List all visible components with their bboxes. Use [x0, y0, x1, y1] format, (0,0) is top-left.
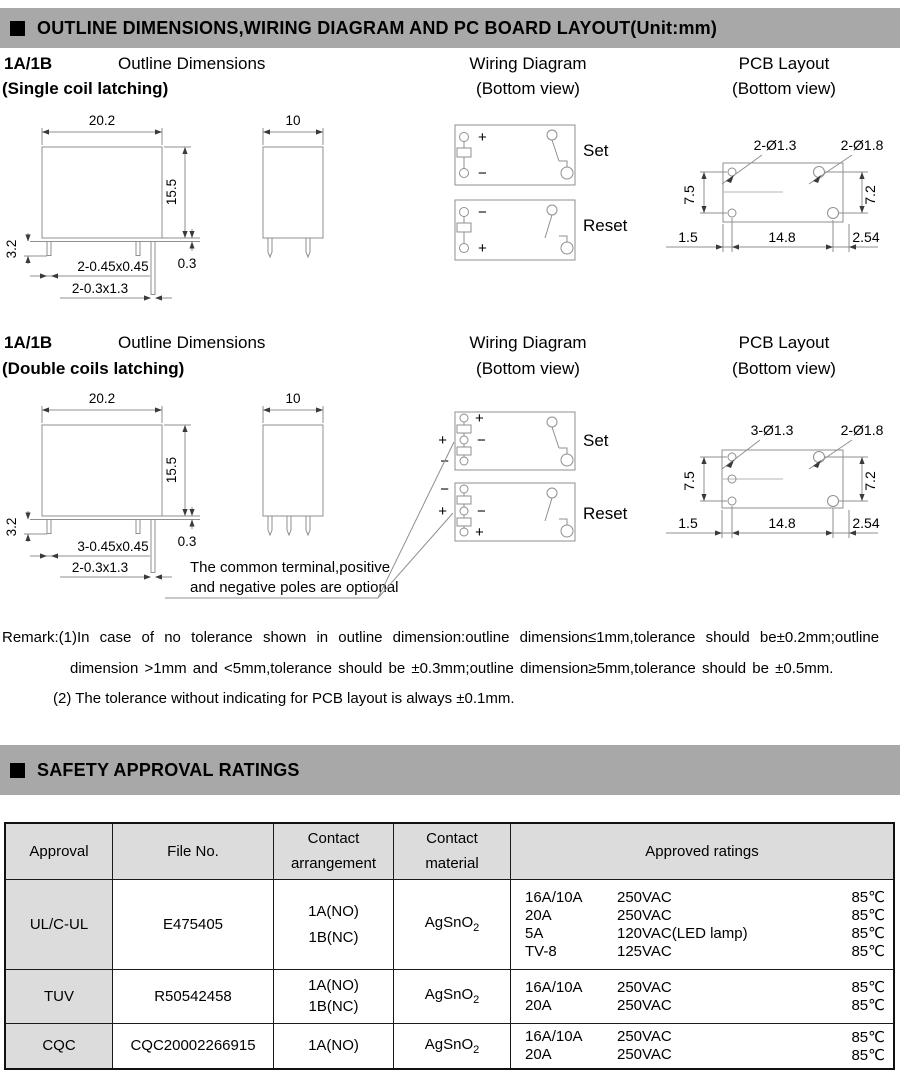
- cell-arrangement: 1A(NO) 1B(NC): [274, 969, 394, 1023]
- set2-label: Set: [583, 431, 609, 450]
- dim-standoff-2: 0.3: [177, 534, 197, 549]
- cell-file-no: E475405: [113, 879, 274, 969]
- note-line1: The common terminal,positive: [190, 559, 391, 576]
- reset2-minus-outside: −: [440, 481, 449, 498]
- cell-material: AgSnO$_2$: [394, 969, 511, 1023]
- block2-outline-title: Outline Dimensions: [118, 333, 266, 352]
- header-material: Contact material: [394, 823, 511, 879]
- wiring-reset-box-2: [438, 481, 627, 541]
- cell-ratings: [511, 1023, 895, 1069]
- remark-line3: (2) The tolerance without indicating for PCB layout is always ±0.1mm.: [53, 690, 515, 707]
- reset2-minus-inside: −: [477, 503, 486, 520]
- table-header-row: [5, 823, 894, 879]
- safety-section-bar: [0, 745, 900, 795]
- block1-outline-title: Outline Dimensions: [118, 54, 266, 73]
- dim-depth: 10: [285, 113, 301, 128]
- block1-wiring-title: Wiring Diagram: [469, 54, 587, 73]
- outline-section-title: OUTLINE DIMENSIONS,WIRING DIAGRAM AND PC BOARD LAYOUT(Unit:mm): [37, 17, 718, 38]
- pcb2-dim-vright: 7.2: [862, 471, 878, 491]
- safety-section-title: SAFETY APPROVAL RATINGS: [37, 759, 300, 780]
- pcb-dim-vleft: 7.5: [681, 185, 697, 205]
- block2-drawings: [0, 385, 900, 617]
- outline-front-view-2: [4, 391, 200, 580]
- pcb2-dim-vleft: 7.5: [681, 471, 697, 491]
- pcb2-dim-h1: 1.5: [678, 515, 698, 531]
- dim-slot1-2: 3-0.45x0.45: [77, 539, 149, 554]
- set2-plus-inside: +: [475, 410, 484, 427]
- cell-ratings: [511, 879, 895, 969]
- block1-pcb-title: PCB Layout: [738, 54, 830, 73]
- dim-slot2-2: 2-0.3x1.3: [71, 560, 129, 575]
- block2-wiring-title: Wiring Diagram: [469, 333, 587, 352]
- outline-front-view: [4, 113, 200, 301]
- cell-arrangement: 1A(NO): [274, 1023, 394, 1069]
- block1-drawings: [0, 110, 900, 315]
- set-plus-sign: +: [478, 129, 487, 146]
- remark-line2: dimension >1mm and <5mm,tolerance should be ±0.3mm;outline dimension≥5mm,tolerance should be ±0.5mm.: [70, 660, 834, 677]
- set2-minus-inside: −: [477, 432, 486, 449]
- rating-line: TV-8 125VAC 85℃: [525, 942, 885, 960]
- table-row-cqc: [5, 1023, 894, 1069]
- dim-slot2: 2-0.3x1.3: [71, 281, 129, 296]
- table-row-ulcul: [5, 879, 894, 969]
- cell-approval: TUV: [5, 969, 113, 1023]
- set2-plus-outside: +: [438, 432, 447, 449]
- block1-wiring-subtitle: (Bottom view): [476, 79, 580, 98]
- dim-width-2: 20.2: [88, 391, 116, 406]
- rating-line: 16A/10A 250VAC 85℃: [525, 978, 885, 996]
- block2-pcb-title: PCB Layout: [738, 333, 830, 352]
- table-row-tuv: [5, 969, 894, 1023]
- rating-line: 16A/10A 250VAC 85℃: [525, 1028, 885, 1046]
- reset-label: Reset: [583, 216, 628, 235]
- rating-line: 20A 250VAC 85℃: [525, 1046, 885, 1064]
- cell-ratings: [511, 969, 895, 1023]
- dim-pin-length: 3.2: [4, 239, 19, 259]
- dim-slot1: 2-0.45x0.45: [77, 259, 149, 274]
- outline-section-bar: [0, 8, 900, 48]
- section-bullet-square: [10, 21, 25, 36]
- block1-pcb-subtitle: (Bottom view): [732, 79, 836, 98]
- header-arrangement: Contact arrangement: [274, 823, 394, 879]
- outline-side-view: [263, 113, 323, 257]
- rating-line: 20A 250VAC 85℃: [525, 996, 885, 1014]
- pcb2-dim-h2: 14.8: [768, 515, 796, 531]
- reset2-plus-inside: +: [475, 524, 484, 541]
- dim-height: 15.5: [164, 178, 179, 206]
- pcb2-dim-h3: 2.54: [852, 515, 880, 531]
- dim-height-2: 15.5: [164, 456, 179, 484]
- block2-pcb-subtitle: (Bottom view): [732, 359, 836, 378]
- cell-arrangement: 1A(NO) 1B(NC): [274, 879, 394, 969]
- remark-line1: Remark:(1)In case of no tolerance shown in outline dimension:outline dimension≤1mm,tolerance should be±0.2mm;outline: [2, 629, 880, 646]
- cell-material: AgSnO$_2$: [394, 1023, 511, 1069]
- header-approval: Approval: [5, 823, 113, 879]
- pcb-layout-2: [666, 422, 884, 538]
- reset-minus-sign: −: [478, 204, 487, 221]
- wiring-reset-box: [455, 200, 628, 260]
- wiring-set-box-2: [438, 410, 609, 470]
- set-label: Set: [583, 141, 609, 160]
- pcb-dim-h3: 2.54: [852, 229, 880, 245]
- pcb-hole-large-label: 2-Ø1.8: [840, 137, 884, 153]
- dim-width: 20.2: [88, 113, 116, 128]
- block2-variant-label: (Double coils latching): [2, 359, 185, 378]
- cell-file-no: CQC20002266915: [113, 1023, 274, 1069]
- dim-depth-2: 10: [285, 391, 301, 406]
- block1-type-label: 1A/1B: [4, 54, 53, 73]
- pcb-dim-h1: 1.5: [678, 229, 698, 245]
- pcb-hole-small-label: 2-Ø1.3: [753, 137, 797, 153]
- rating-line: 16A/10A 250VAC 85℃: [525, 888, 885, 906]
- rating-line: 20A 250VAC 85℃: [525, 906, 885, 924]
- cell-approval: CQC: [5, 1023, 113, 1069]
- section-bullet-square-2: [10, 763, 25, 778]
- block2-type-label: 1A/1B: [4, 333, 53, 352]
- reset-plus-sign: +: [478, 240, 487, 257]
- cell-file-no: R50542458: [113, 969, 274, 1023]
- cell-material: AgSnO$_2$: [394, 879, 511, 969]
- header-approved-ratings: Approved ratings: [511, 823, 895, 879]
- pcb2-hole-large-label: 2-Ø1.8: [840, 422, 884, 438]
- block1-variant-label: (Single coil latching): [2, 79, 169, 98]
- reset2-label: Reset: [583, 504, 628, 523]
- pcb-layout: [666, 137, 884, 252]
- header-file-no: File No.: [113, 823, 274, 879]
- rating-line: 5A 120VAC(LED lamp) 85℃: [525, 924, 885, 942]
- set2-minus-outside: −: [440, 453, 449, 470]
- pcb-dim-h2: 14.8: [768, 229, 796, 245]
- block2-wiring-subtitle: (Bottom view): [476, 359, 580, 378]
- pcb-dim-vright: 7.2: [862, 185, 878, 205]
- note-line2: and negative poles are optional: [190, 579, 399, 596]
- dim-pin-length-2: 3.2: [4, 517, 19, 537]
- reset2-plus-outside: +: [438, 503, 447, 520]
- pcb2-hole-small-label: 3-Ø1.3: [750, 422, 794, 438]
- cell-approval: UL/C-UL: [5, 879, 113, 969]
- wiring-set-box: [455, 125, 609, 185]
- set-minus-sign: −: [478, 165, 487, 182]
- dim-standoff: 0.3: [177, 256, 197, 271]
- safety-approval-table: [4, 822, 895, 1070]
- outline-side-view-2: [263, 391, 323, 535]
